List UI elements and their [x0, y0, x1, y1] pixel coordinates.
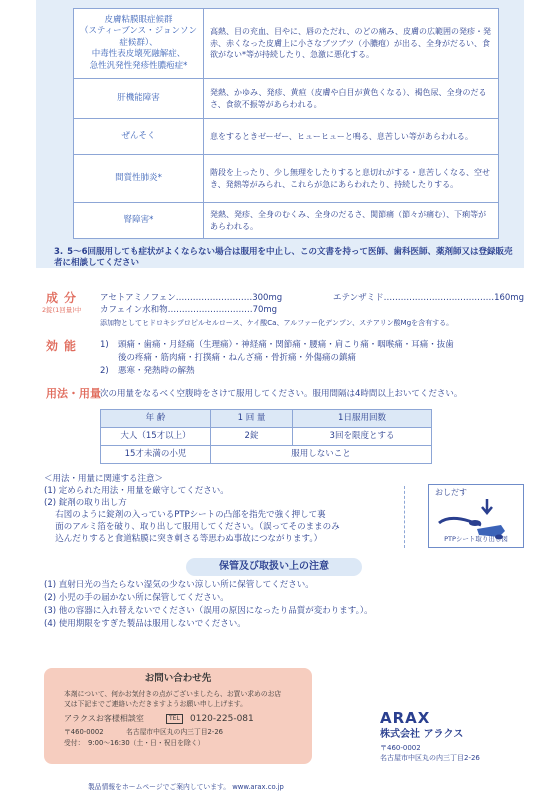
precaution-item: (2) 錠剤の取り出し方 — [44, 498, 127, 508]
precaution-item: (1) 定められた用法・用量を厳守してください。 — [44, 486, 229, 496]
table-row — [74, 9, 499, 79]
table-header: 1 回 量 — [211, 410, 293, 428]
contact-desk: アラクスお客様相談室 — [64, 714, 144, 723]
efficacy-label: 効能 — [46, 339, 83, 353]
ingredient-acetaminophen: アセトアミノフェン………………………300mg — [100, 293, 283, 303]
precautions-title: ＜用法・用量に関連する注意＞ — [44, 474, 164, 484]
contact-zip: 〒460-0002 — [64, 728, 104, 736]
efficacy-item-1-cont: 後の疼痛・筋肉痛・打撲痛・ねんざ痛・骨折痛・外傷痛の鎮痛 — [118, 353, 357, 363]
storage-title: 保管及び取扱い上の注意 — [186, 558, 362, 576]
symptom-name: 間質性肺炎* — [74, 155, 204, 203]
contact-hours: 9:00～16:30（土・日・祝日を除く） — [88, 739, 205, 747]
contact-title: お問い合わせ先 — [144, 673, 212, 684]
note-text: 5～6回服用しても症状がよくならない場合は服用を中止し、この文書を持って医師、歯科医師、薬剤師又は登録販売者に相談してください — [54, 247, 513, 269]
contact-address: 名古屋市中区丸の内三丁目2-26 — [126, 728, 223, 736]
ingredient-ethenzamide: エテンザミド…………………………………160mg — [333, 293, 524, 303]
symptom-desc: 息をするときゼーゼー、ヒューヒューと鳴る、息苦しい等があらわれる。 — [204, 119, 499, 155]
symptom-name: 皮膚粘膜眼症候群 （スティーブンス・ジョンソン症候群）、 中毒性表皮壊死融解症、 急性汎発性発疹性膿疱症* — [74, 9, 204, 79]
symptom-name: ぜんそく — [74, 119, 204, 155]
efficacy-item-1: 頭痛・歯痛・月経痛（生理痛）・神経痛・関節痛・腰痛・肩こり痛・咽喉痛・耳痛・抜歯 — [118, 340, 454, 350]
ingredient-additives: 添加物としてヒドロキシプロピルセルロース、ケイ酸Ca、アルファー化デンプン、ステアリン酸Mgを含有する。 — [100, 319, 454, 327]
symptom-desc: 階段を上ったり、少し無理をしたりすると息切れがする・息苦しくなる、空せき、発熱等がみられ、これらが急にあらわれたり、持続したりする。 — [204, 155, 499, 203]
company-zip: 〒460-0002 — [380, 744, 421, 752]
contact-box — [44, 668, 312, 764]
table-row — [74, 119, 499, 155]
symptom-name: 肝機能障害 — [74, 79, 204, 119]
efficacy-item-1-num: 1) — [100, 340, 109, 350]
company-logo: ARAX — [380, 709, 431, 727]
dosage-table — [100, 409, 432, 464]
contact-line: 又は下記までご連絡いただきますようお願い申し上げます。 — [64, 700, 247, 708]
table-cell: 服用しないこと — [211, 446, 432, 464]
table-cell: 15才未満の小児 — [101, 446, 211, 464]
symptom-desc: 高熱、目の充血、目やに、唇のただれ、のどの痛み、皮膚の広範囲の発疹・発赤、赤くなった皮膚上に小さなブツブツ（小膿疱）が出る、全身がだるい、食欲がない*等が持続したり、急激に悪化する。 — [204, 9, 499, 79]
symptom-desc: 発熱、かゆみ、発疹、黄疸（皮膚や白目が黄色くなる）、褐色尿、全身のだるさ、食欲不振等があらわれる。 — [204, 79, 499, 119]
precaution-item: 面のアルミ箔を破り、取り出して服用してください。（誤ってそのままのみ — [44, 522, 340, 532]
company-address: 名古屋市中区丸の内三丁目2-26 — [380, 754, 480, 762]
table-row — [74, 203, 499, 239]
table-cell: 3回を限度とする — [293, 428, 432, 446]
storage-item: (4) 使用期限をすぎた製品は服用しないでください。 — [44, 619, 246, 629]
table-cell: 大人（15才以上） — [101, 428, 211, 446]
ingredient-caffeine: カフェイン水和物…………………………70mg — [100, 305, 278, 315]
storage-item: (3) 他の容器に入れ替えないでください（誤用の原因になったり品質が変わります。）。 — [44, 606, 373, 616]
footer-note: 製品情報をホームページでご案内しています。 www.arax.co.jp — [88, 783, 284, 791]
table-row — [101, 446, 432, 464]
storage-item: (2) 小児の手の届かない所に保管してください。 — [44, 593, 229, 603]
precaution-item: 込んだりすると食道粘膜に突き刺さる等思わぬ事故につながります。） — [44, 534, 323, 544]
efficacy-item-2: 悪寒・発熱時の解熱 — [118, 366, 195, 376]
table-header: 1日服用回数 — [293, 410, 432, 428]
divider — [404, 486, 405, 548]
table-header: 年 齢 — [101, 410, 211, 428]
symptom-desc: 発熱、発疹、全身のむくみ、全身のだるさ、関節痛（節々が痛む）、下痢等があらわれる。 — [204, 203, 499, 239]
efficacy-item-2-num: 2) — [100, 366, 109, 376]
table-row — [101, 410, 432, 428]
dosage-label: 用法・用量 — [46, 387, 101, 400]
contact-hours-label: 受付： — [64, 739, 85, 747]
table-row — [74, 79, 499, 119]
storage-item: (1) 直射日光の当たらない湿気の少ない涼しい所に保管してください。 — [44, 580, 314, 590]
contact-phone[interactable]: 0120-225-081 — [190, 714, 254, 724]
illustration-caption: PTPシート取り出し図 — [444, 535, 508, 543]
ingredients-sublabel: 2錠(1回量)中 — [42, 306, 82, 314]
dosage-intro: 次の用量をなるべく空腹時をさけて服用してください。服用間隔は4時間以上おいてください。 — [100, 389, 463, 399]
symptom-name: 腎障害* — [74, 203, 204, 239]
table-row — [101, 428, 432, 446]
table-cell: 2錠 — [211, 428, 293, 446]
note-number: 3. — [54, 247, 64, 257]
company-name: 株式会社 アラクス — [380, 729, 464, 740]
side-effects-table — [73, 8, 499, 239]
table-row — [74, 155, 499, 203]
ingredients-label: 成分 — [46, 291, 83, 305]
contact-line: 本剤について、何かお気付きの点がございましたら、お買い求めのお店 — [64, 690, 282, 698]
note-3 — [54, 247, 514, 270]
phone-icon: TEL — [166, 714, 183, 724]
precaution-item: 右図のように錠剤の入っているPTPシートの凸部を指先で強く押して裏 — [44, 510, 326, 520]
ptp-illustration — [428, 484, 524, 548]
press-label: おしだす — [435, 488, 467, 497]
